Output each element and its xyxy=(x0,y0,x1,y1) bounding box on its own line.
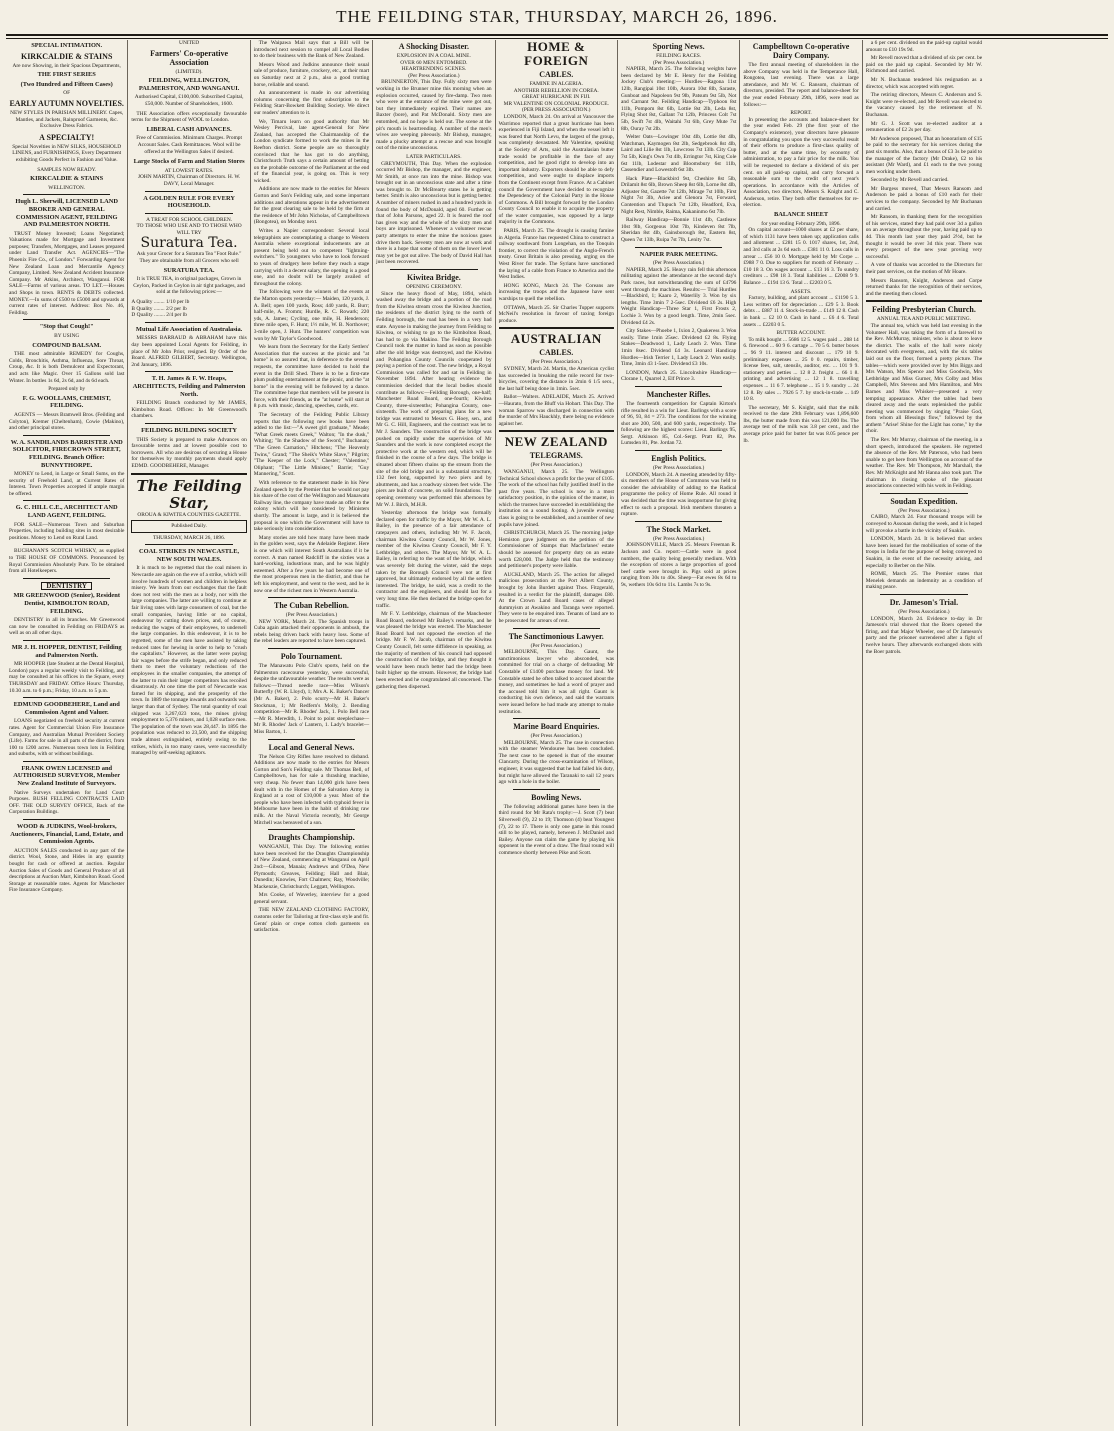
mutual-life: Mutual Life Association of Australasia. xyxy=(135,325,243,333)
divider xyxy=(513,789,600,790)
english-pa: (Per Press Association.) xyxy=(652,465,705,472)
sanct-text: MELBOURNE, This Day. Gaunt, the sanctimonious lawyer who absconded, was committed for trial on a charge of defrauding Mr Constable of £1400 purchase money for land. Mr Constable stated he often talked to accused about the money, and sometimes he had a word of prayer and the accused told him it was all right. Gaunt is conducting his own defence, and said the warrants were issued before he had made any attempt to make restitution. xyxy=(498,649,614,715)
cuban-text: NEW YORK, March 24. The Spanish troops in Cuba again attacked their opponents in ambush, the rebels being driven back with heavy loss. Some of the rebel leaders are reported to have been captured. xyxy=(253,618,370,645)
news-item: THE NEW ZEALAND CLOTHING FACTORY, customs order for Tailoring at first-class style and fit. Gents' plain or crepe cotton cloth garments on satisfaction. xyxy=(253,907,370,934)
divider xyxy=(23,544,110,545)
sport-pa: (Per Press Association.) xyxy=(652,59,705,66)
kirkcaldie-title: KIRKCALDIE & STAINS xyxy=(20,51,113,61)
divider xyxy=(268,829,355,830)
cables-text: LONDON, March 24. On arrival at Vancouver the Warrimoo reported that a great hurricane has been experienced in Fiji Island, and when the vessel left it was feared that North Levu, the largest of the group, was completely devastated. Mr Valentine, speaking at the Society of Arts, said the Australasian butter trade would be profitable in the face of any competition, and he good right to develop into an important industry. Exporters should be able to defy competition, and were ought to displace imports from the Continent except from France. At a Cabinet council the Government have decided to recognize the Dependency of the Colonial Party in the House of Commons. A Bill brought forward by the London County Council to enable it to acquire the property of the water companies, was opposed by a large majority in the Commons. xyxy=(498,113,614,226)
polo-head: Polo Tournament. xyxy=(280,652,343,662)
sport-sub: FEILDING RACES. xyxy=(656,53,702,59)
sandilands: W. A. SANDILANDS BARRISTER AND SOLICITOR, FIRECROWN STREET, FEILDING. Branch Office: BUNNYTHORPE. xyxy=(10,438,123,469)
divider xyxy=(23,819,110,820)
first-series: THE FIRST SERIES xyxy=(37,71,96,79)
limited-label: (LIMITED). xyxy=(175,68,203,75)
suratura-tea: SURATURA TEA. xyxy=(163,266,215,274)
nz-text: WANGANUI, March 25. The Wellington Technical School shows a profit for the year of £105. The work of the school has fully justified itself in the past five years. The school is now in a most satisfactory position, in the opinion of the master, in which the trustees have succeeded in establishing the institution on a sound footing. A juvenile evening class is going to be established, and a number of new pupils have joined. xyxy=(498,468,614,528)
stock-head: The Stock Market. xyxy=(646,524,711,534)
divider xyxy=(145,423,232,424)
farmers-capital: Authorised Capital, £100,000. Subscribed Capital, £50,000. Number of Shareholders, 1600. xyxy=(134,94,244,107)
suratura-ask: Ask your Grocer for a Suratura Tea "Foot Rule." xyxy=(136,251,242,258)
corea-sub: ANOTHER REBELLION IN COREA. xyxy=(513,87,599,94)
famine-sub: FAMINE IN ALGERIA. xyxy=(529,81,583,87)
cables-label: CABLES. xyxy=(539,70,574,79)
james-heaps: T. H. James & F. W. Heaps, ARCHITECTS, Feilding and Palmerston North. xyxy=(132,375,246,398)
soudan-head: Soudan Expedition. xyxy=(890,496,958,506)
divider xyxy=(513,628,600,629)
kirkcaldie-sign: KIRKCALDIE & STAINS xyxy=(30,175,104,183)
local-head: Local and General News. xyxy=(268,742,355,752)
divider xyxy=(268,739,355,740)
soudan-text: LONDON, March 24. It is believed that orders have been issued for the mobilisation of some of the troops in India for the purpose of being conveyed to Suakim, in the event of the necessity arising, and especially to Berber on the Nile. xyxy=(865,536,983,569)
cuban-head: The Cuban Rebellion. xyxy=(274,601,349,611)
divider xyxy=(23,640,110,641)
sport-text: Hack Plate—Blackbird 9st, Cheshire 8st 5lb, Drilamit 8st 6lb, Brown Sheep 8st 6lb, Lorne 8st 4lb, Adjuster 8st, Gazette 7st 12lb, Mirage 7st 10lb, First Night 7st 3lb, Aciee and Glenora 7st, Forward, Contention and Tlupuch 7st 12lb, Headford, Eva, Night Rest, Nimble, Raima, Kakaninmo 6st 7lb. xyxy=(620,175,737,215)
news-item: Mrs Cooke, of Waverley, interview for a good general servant. xyxy=(253,892,370,905)
goodbehere-text: LOANS negotiated on freehold security at current rates. Agent for Commercial Union Fire Insurance Company, and Australian Mutual Provident Society (Life). Farms for sale in all parts of the district, from 100 to 1200 acres. Numerous town lots in Feilding and suburbs, with or without buildings. xyxy=(9,718,125,758)
napier-pa: (Per Press Association.) xyxy=(652,260,705,267)
meeting-item: Messrs Ransom, Knight, Anderson and Corpe returned thanks for the recognition of their services, and the meeting then closed. xyxy=(865,277,983,297)
divider xyxy=(145,213,232,214)
meeting-item: The retiring directors, Messrs C. Anderson and S. Knight were re-elected, and Mr Revell was elected to the vacancy caused by the retirement of N. Buchanan. xyxy=(865,92,983,118)
butter-rows: To milk bought ... 5686 12 5. wages paid ... 288 14 6. firewood ... 60 9 6. cartage ... 70 5 6. butter boxes ... 96 9 11. interest and discount ... 179 10 9. preliminary expenses ... 25 0 0. repairs, timber, license fees, salt, utensils, auditor, etc. ... 101 9 9. stationery and petties ... 12 8 2. freight ... 66 1 8. printing and advertising ... 12 1 8. travelling expenses ... 11 6 7. telephone ... 15 1 9. sundry ... 24 12 8. By sales ... 7926 5 7. by stock-in-trade ... 149 10 8. xyxy=(743,336,859,403)
lowest-rates: AT LOWEST RATES. xyxy=(164,167,214,174)
meeting-item: Mr G. J. Scott was re-elected auditor at a remuneration of £2 2s per day. xyxy=(865,120,983,134)
marine-head: Marine Board Enquiries. xyxy=(513,722,600,732)
sport-head: Sporting News. xyxy=(652,42,705,51)
soudan-text: ROME, March 25. The Premier states that Menelek demands an indemnity as a condition of making peace. xyxy=(865,571,983,591)
assets-rows: Factory, building, and plant account ... £1190 5 3. Less written off for depreciation ... £29 5 3. Book debts ... £887 11 4. Stock-in-trade ... £149 12 8. Cash in bank ... £2 10 0. Cash in hand ... £6 4 6. Total assets ... £2203 0 5. xyxy=(743,295,859,328)
ottawa-text: OTTAWA, March 25. Sir Charles Tupper supports McNeil's resolution in favour of taxing foreign produce. xyxy=(498,304,614,324)
news-item: We learn from the Secretary for the Early Settlers' Association that the success at the picnic and "at home" is so assured that, in deference to the several requests, the committee have decided to hold the event in the Drill Shed. There is to be a first-rate plum pudding entertainment at the picnic, and the "at home" in the evening will be followed by a dance. The committee hope that members will be present in force, with their friends, as the "at home" will start at 8 p.m. with music, dancing, speeches, cards, etc. xyxy=(253,344,370,410)
dentistry-badge: DENTISTRY xyxy=(41,582,92,591)
assets-head: ASSETS. xyxy=(790,288,812,295)
divider xyxy=(23,319,110,320)
jameson-head: Dr. Jameson's Trial. xyxy=(889,597,959,607)
aus-text: Ballot—Walters. ADELAIDE, March 25. Arrived—Haurato, from the Bluff via Hobart. This Day. The woman Sparrow was discharged in connection with the murder of Mrs Hauckhly, there being no evidence against her. xyxy=(498,394,614,427)
large-stocks: Large Stocks of Farm and Station Stores xyxy=(133,158,245,166)
building-society: FEILDING BUILDING SOCIETY xyxy=(141,426,238,434)
divider xyxy=(268,597,355,598)
nz-telegrams: TELEGRAMS. xyxy=(529,451,583,461)
bowling-text: The following additional games have been in the third round for Mr Rata's trophy:—J. Scott (7) beat Silverwell (9), 22 to 19; Thomson (4) beat Youngest (7), 22 to 17. There is only one game in this round still to be played, namely, between J. McDaniel and Bailey. Anyone can claim the game by playing his opponent in the event of a draw. The final round will commence shortly between Pike and Scott. xyxy=(498,803,614,856)
building-text: THIS Society is prepared to make Advances on favourable terms and at lowest possible cost to borrowers. All who are desirous of securing a House for themselves by monthly payments should apply EDMD. GOODBEHERE, Manager. xyxy=(131,436,247,469)
meeting-item: Mr Anderson proposed, That an honorarium of £15 be paid to the secretary for his services during the past six months. Also, that a bonus of £3 3s be paid to the manager of the factory (Mr Drake), £2 to his assistant (Mr Ward), and £1 each to the two young men working under them. xyxy=(865,135,983,175)
treat-label: A TREAT FOR SCHOOL CHILDREN. xyxy=(146,216,233,223)
column-2 xyxy=(128,40,250,1426)
divider xyxy=(145,544,232,545)
masthead-rule xyxy=(6,34,1108,39)
divider xyxy=(635,247,722,248)
cough-prep: Prepared only by xyxy=(48,386,86,393)
stock-text: JOHNSONVILLE, March 25. Messrs Freeman R. Jackson and Co. report:—Cattle were in good numbers, the quality being generally medium. With the exception of stores a large proportion of good beef cattle were brought in. Pigs sold at prices ranging from 30s to 40s. Sheep—Fat ewes 8s 6d to 9s, wethers 10s 6d to 11s. Lambs 7s to 9s. xyxy=(620,542,737,588)
news-item: The following were the winners of the events at the Marton sports yesterday:— Maiden, 120 yards, J. A. Bell; open 100 yards, Ross; 440 yards, R. Burr; half-mile, A. Fromm; Hurdle, R. C. Rowark; 220 yds, A. James; Cycling, one mile, H. Henderson; three mile open, F. Hunt; 1½ mile, W. B. Northover; 3-mile open, J. Hunt. The hunters' competition was won by Mr Taylor's Goodwood. xyxy=(253,289,370,342)
those-label: TO THOSE WHO USE AND TO THOSE WHO WILL TRY xyxy=(136,223,242,236)
sport-text: Railway Handicap—Bonnie 11st 4lb, Castleaw 10st 9lb, Gorgeous 10st 7lb, Kindeven 8st 7lb, Sheridan 8st 4lb, Gainsborough 8st, Eastern 8st, Queen 7st 13lb, Ruipa 7st 7lb, Lenity 7st. xyxy=(620,217,737,244)
whisky-text: BUCHANAN'S SCOTCH WHISKY, as supplied to THE HOUSE OF COMMONS. Pronounced by Royal Commission Absolutely Pure. To be obtained from all Hotelkeepers. xyxy=(9,548,125,575)
farmers-title: Farmers' Co-operative Association xyxy=(150,48,229,67)
kiwitea-text: Since the heavy flood of May, 1894, which washed away the bridge and a portion of the road from the Kiwitea stream cross the Kiwitea Junction, the residents of the district lying to the north of Feilding borough, the road has been in a very bad state. Anyone in making the journey from Feilding to Kiwitea, or wishing to go to the Kimbolton Road, has had to go via Makino. The Feilding Borough Council took the matter in hand as soon as possible after the old bridge was destroyed, and the Kiwitea and Pohangina County Councils cooperated by paying a portion of the cost. The new bridge, a Royal Commission was called for and sat in Feilding in November 1894. After hearing evidence the commission decided that the local bodies should contribute as follows:—Feilding Borough, one-half; Manchester Road Board, one-fourth; Kiwitea County, three-sixteenths; Pohangina County, one-sixteenth. The work of preparing plans for a new bridge was entrusted to Messrs G. Hoey, sen., and Mr G. C. Hill, Engineers, and the contract was let to Mr J. Saunders. The construction of the bridge was pushed on rapidly under the supervision of Mr Saunders and the work is now completed except the protective work at the western end, which will be finished in the course of a few days. The bridge is situated about fifteen chains up the stream from the site of the old bridge and is a substantial structure, 132 feet long, supported by two piers and by abutments, and has a roadway sixteen feet wide. The piers are built of concrete, on solid foundations. The opening ceremony was performed this afternoon by Mr W. J. Birch, M.H.R. xyxy=(376,290,492,508)
farmers-places: FEILDING, WELLINGTON, PALMERSTON, AND WANGANUI. xyxy=(138,77,240,92)
column-6 xyxy=(618,40,740,1426)
kiwitea-head: Kiwitea Bridge. xyxy=(406,273,461,282)
divider xyxy=(499,430,614,432)
specialty-text: Special Novelties in NEW SILKS, HOUSEHOLD LINENS, and FURNISHINGS, Every Department exhibiting Goods Perfect in Fashion and Value. xyxy=(12,143,122,163)
cough-by: BY USING xyxy=(54,333,80,339)
nz-head: NEW ZEALAND xyxy=(504,434,608,450)
column-5 xyxy=(496,40,618,1426)
butter-head: BUTTER ACCOUNT. xyxy=(776,330,826,337)
stock-pa: (Per Press Association.) xyxy=(652,535,705,542)
mutual-text: MESSRS BARRAUD & ABRAHAM have this day been appointed Local Agents for Feilding, in place of Mr John Prior, resigned. By Order of the Board. ALFRED GILBERT, Secretary. Wellington, 2nd January, 1896. xyxy=(131,335,247,368)
divider xyxy=(145,322,232,323)
sherwill-text: TRUST Money Invested; Loans Negotiated; Valuations made for Mortgage and Investment purposes; Transfers, Mortgages, and Leases prepared under Land Transfer Act. AGENCIES—"The Phoenix Fire Co., of London." Forwarding Agent for New Zealand Loan and Mercantile Agency Company, Limited. New Zealand Accident Insurance Company. Mr Atkins, Architect, Wanganui. FOR SALE—Farms of various areas. TO LET.—Houses and Shops in town. RENTS & DEBTS collected. MONEY.—In sums of £500 to £5000 and upwards at current rates of interest. Address: Box No. 46, Feilding. xyxy=(9,230,125,316)
jameson-text: LONDON, March 24. Evidence to-day in Dr Jameson's trial showed that the Boers opened the firing, and that Major Wheeler, one of Dr Jameson's party and the prisoner surrendered after a fight of twelve hours. They afterwards exchanged shots with the Boer patrols. xyxy=(865,615,983,655)
local-text: The Nelson City Rifles have resolved to disband. Additions are now made to the entries for Messrs Gorton and Son's Feilding sale. Mr Thomas Bell, of Campbelltown, has for sale a thrashing machine, very cheap. No fewer than 14,000 girls have been dealt with in the Homes of the Salvation Army in England at a cost of £10,000 a year. Most of the people who have been infected with typhoid fever in Melbourne have been in the habit of drinking raw milk. At the Naval Victoria recently, Mr George Mitchell was bereaved of a son. xyxy=(253,753,370,826)
meeting-item: Mr Burgess moved, That Messrs Ransom and Anderson be paid a bonus of £10 each for their services to the company. Seconded by Mr Buchanan and carried. xyxy=(865,185,983,212)
divider xyxy=(23,578,110,579)
hopper: MR J. H. HOPPER, DENTIST, Feilding and Palmerston North. xyxy=(11,643,122,659)
nz-text: AUCKLAND, March 25. The action for alleged malicious prosecution at the Port Albert County, brought by John Burdett against Thos. Fitzgerald, resulted in a verdict for the plaintiff, damages £80. At the Crown Land Board cases of alleged dummyism at Awakino and Taranga were reported. They were to be enquired into. Tenants of land are to be prosecuted for arrears of rent. xyxy=(498,571,614,624)
kirkcaldie-intro: Are now Showing, in their Spacious Departments, xyxy=(12,62,121,69)
column-7 xyxy=(740,40,862,1426)
presbyterian-head: Feilding Presbyterian Church. xyxy=(871,305,976,315)
a-specialty: A SPECIALTY! xyxy=(39,132,95,142)
meeting-item: Mr N. Buchanan tendered his resignation as a director, which was accepted with regret. xyxy=(865,76,983,90)
liberal-advances: LIBERAL CASH ADVANCES. xyxy=(146,125,232,133)
divider xyxy=(880,493,968,494)
coal-strikes-head: COAL STRIKES IN NEWCASTLE, NEW SOUTH WALES. xyxy=(139,548,240,563)
column-1 xyxy=(6,40,128,1426)
hill: G. C. HILL C.E., ARCHITECT AND LAND AGENT, FEILDING. xyxy=(15,504,118,520)
english-text: LONDON, March 24. A meeting attended by fifty-six members of the House of Commons was held to consider the advisability of adding to the Radical programme the policy of Home Rule. All round it was decided that the time was inopportune for giving effect to such a proposal. Irish members threaten a rupture. xyxy=(620,471,737,518)
shock-head: A Shocking Disaster. xyxy=(398,42,469,51)
manchester-text: The fourteenth competition for Captain Kirton's rifle resulted in a win for Lieut. Barlings with a score of 96, 93, 84 = 273. The conditions for the winning shot are 200, 500, and 600 yards, respectively. The following are the highest scores: Lieut. Barlings 95, Sergt. Atkinson 85, Col.-Sergt. Pratt 82, Pte. Lumsden 81, Pte. Jordan 72. xyxy=(620,400,737,447)
published-daily: Published Daily. xyxy=(131,520,246,533)
divider xyxy=(131,473,246,475)
divider xyxy=(145,371,232,372)
presbyterian-sub: ANNUAL TEA AND PUBLIC MEETING. xyxy=(876,316,972,323)
kirkcaldie-city: WELLINGTON. xyxy=(48,184,86,191)
column-3 xyxy=(251,40,373,1426)
sport-text: NAPIER, March 25. The following weights have been declared by Mr E. Henry for the Feilding Jockey Club's meeting:— Hurdles—Ragona 11st 12lb, Rangipai 10st 10lb, Aurora 10st 8lb, Saraste, Gunboat and Napoleon 9st 9lb, Patsum 9st 5lb, Not and Carnant 9st. Feilding Handicap—Typhoon 8st 11lb, Pompom 8st 6lb, Lottie 8st 2lb, Leda 8st, Flying Shot 8st, Gallant 7st 12lb, Princess Colt 7st 5lb, Swift 7st 4lb, Waitahi 7st 6lb, Grey Mute 7st 8lb, Ouray 7st 2lb. xyxy=(620,66,737,132)
divider xyxy=(635,386,722,387)
farmers-signature: JOHN MARTIN, Chairman of Directors. H. W. DAVY, Local Manager. xyxy=(137,174,241,187)
secretary-text: The secretary, Mr S. Knight, said that the milk received to the date 29th February was 1,896,600 lbs, the butter made from this was 121,000 lbs. The average test of the milk was 3.8 per cent., and the average price paid for butter fat was 8.05 pence per lb. xyxy=(743,404,859,444)
news-item: We, Timaru learn on good authority that Mr Wesley Percival, late agent-General for New Zealand, has accepted the Chairmanship of the London syndicate formed to work the mines in the Reefton district. Some people are so thoroughly convinced that he has got to do anything, Christchurch Truth says a certain amount of betting on the probable outcome of the Parliament at the end of the financial year, is going on. This is very wicked. xyxy=(253,118,370,184)
wood-judkins: WOOD & JUDKINS, Wool-brokers, Auctioneers, Financial, Land, Estate, and Commission Agents. xyxy=(10,823,124,846)
of-label: OF xyxy=(63,90,71,97)
nz-text: CHRISTCHURCH, March 25. The morning judge Hemiston gave judgment on the petition of the Commissioner of Stamps that Macfarlanes' estate should be assessed for property duty on an estate worth £28,000. The Judge held that the testimony and petitioner's property were liable. xyxy=(498,530,614,570)
kirkcaldie-text: NEW STYLES IN PARISIAN MILLINERY. Capes, Mantles, and Jackets, Rainproof Garments, &c. Exclusive Dress Fabrics. xyxy=(10,109,124,130)
divider xyxy=(390,269,477,270)
manchester-head: Manchester Rifles. xyxy=(646,389,711,399)
shock-sub: EXPLOSION IN A COAL MINE. xyxy=(396,53,471,59)
divider xyxy=(23,500,110,501)
divider xyxy=(145,191,232,192)
divider xyxy=(23,194,110,195)
sandilands-text: MONEY to Lend, in Large or Small Sums, on the security of Freehold Land, at Current Rates of Interest. Town Properties accepted if ample margin be offered. xyxy=(9,471,125,497)
australian-head: AUSTRALIAN xyxy=(510,331,602,347)
news-item: Writes a Napier correspondent: Several local telegraphists are contemplating a change to Western Australia where exceptional inducements are at present being held out to competent "lightning-switchers." To youngsters who have to look forward to years of drudgery here before they reach a stage carrying with it a decent salary, the opening is a good one, and no doubt will be largely availed of throughout the colony. xyxy=(253,228,370,287)
aus-cables: CABLES. xyxy=(539,348,574,358)
english-head: English Politics. xyxy=(651,454,706,464)
soudan-text: CAIRO, March 24. Four thousand troops will be conveyed to Assouan during the week, and it is hoped will provoke a battle in the vicinity of Suakin. xyxy=(865,514,983,534)
kiwitea-sub: OPENING CEREMONY. xyxy=(405,284,462,290)
polo-text: The Manawatu Polo Club's sports, held on the Palmerston racecourse yesterday, were successful, despite the unfavourable weather. The results were as follows:—Thread needle race—Miss Wilson's Butterfly (W. R. Lloyd), 1; Mrs A. K. Baker's Dancer (Mr A. Baker), 2. Polo scurry—Mr H. Baker's Stockman, 1; Mr Redfern's Molly, 2. Bending competition—Mr R. Rhodes' Jack, 1. Polo Bell race—Mr R. Meredith, 1. Point to point steeplechase—Mr R. Rhodes' Jack o' Lantern, 1. Lady's bracelet—Miss Barton, 1. xyxy=(253,663,370,735)
column-4 xyxy=(373,40,495,1426)
news-item: An announcement is made in our advertising columns concerning the first subscription to the Feilding Starr-Bowkett Building Society. We direct our readers' attention to it. xyxy=(253,90,370,116)
marine-text: MELBOURNE, March 25. The case in connection with the steamer Wendouree has been concluded. The next case to be opened is that of the steamer Clancarty. During the cross-examination of Wilson, engineer, it was suggested that he had failed his duty, but might have allowed the Taranaki to sail 12 years ago with a hole in the boiler. xyxy=(498,739,614,786)
meeting-item: Seconded by Mr Revell and carried. xyxy=(870,177,949,184)
greenwood-text: DENTISTRY in all its branches. Mr Greenwood can now be consulted in Feilding on FRIDAYS as well as on all other days. xyxy=(9,617,125,637)
soudan-pa: (Per Press Association.) xyxy=(898,507,950,514)
campbelltown-head: Campbelltown Co-operative Dairy Company. xyxy=(752,42,850,60)
fiji-sub: GREAT HURRICANE IN FIJI. xyxy=(522,94,591,101)
sanct-pa: (Per Press Association.) xyxy=(530,642,582,649)
woollams: F. G. WOOLLAMS, CHEMIST, FEILDING. xyxy=(22,394,111,410)
presbyterian-text: The Rev. Mr Murray, chairman of the meeting, in a short speech, introduced the speakers. He regretted the absence of the Rev. Mr Paterson, who had been unable to get here from Wellington on account of the weather. The Rev. Mr Thompson, Mr Marshall, the Rev. Mr McKnight and Mr Hanna also took part. The chairman in closing spoke of the pleasant associations connected with his work in Feilding. xyxy=(865,437,983,490)
goodbehere: EDMUND GOODBEHERE, Land and Commission Agent and Valuer. xyxy=(13,701,120,716)
star-date: THURSDAY, MARCH 26, 1896. xyxy=(152,534,226,541)
sherwill-title: Hugh L. Sherwill, LICENSED LAND BROKER AND GENERAL COMMISSION AGENT, FEILDING AND PALMERSTON NORTH. xyxy=(15,198,119,229)
compound-balsam: COMPOUND BALSAM. xyxy=(32,341,102,349)
shock-pa: (Per Press Association.) xyxy=(408,72,460,79)
divider xyxy=(23,435,110,436)
owen: FRANK OWEN LICENSED and AUTHORISED SURVEYOR, Member New Zealand Institute of Surveyors. xyxy=(13,764,121,788)
united-label: UNITED xyxy=(179,40,200,46)
news-item: With reference to the statement made in his New Zealand speech by the Premier that he would not pay his share of the cost of the Wellington and Manawatu Railway line, the company have made an offer to the colony which will be considered by Ministers shortly. The amount is large, and it is believed the proposal is one which the Government will have to take seriously into consideration. xyxy=(253,480,370,533)
divider xyxy=(23,697,110,698)
woollams-text: AGENTS — Messrs Bramwell Bros. (Feilding and Colyton), Kremer (Cheltenham), Cowie (Makino), and other principal stores. xyxy=(9,411,125,432)
sport-text: Welter Oats—Lowinger 10st 4lb, Lottie 8st 4lb, Watchman, Kaymogen 8st 2lb, Sedgebrook 8st 4lb, Laird and Lilie 8st 1lb, Lowcross 7st 13lb. City Cup 7st 5lb, King's Own 7st 4lb, Erringtor 7st, King Cole 6st 11lb, Lodestar and Bloomsbury 6st 11lb, Cassendier and Lowestoft 6st 3lb. xyxy=(620,134,737,174)
divider xyxy=(513,718,600,719)
jameson-pa: (Per Press Association.) xyxy=(898,608,950,615)
true-tea: It is TRUE TEA, in original packages, Grown in Ceylon, Packed in Ceylon in air tight packages, and sold at the following prices:— xyxy=(133,276,245,296)
suratura-obtainable: They are obtainable from all Grocers who sell xyxy=(139,258,239,265)
divider xyxy=(635,521,722,522)
sanct-head: The Sanctimonious Lawyer. xyxy=(508,631,604,641)
masthead: THE FEILDING STAR, THURSDAY, MARCH 26, 1896. xyxy=(336,7,778,26)
divider xyxy=(866,300,982,302)
balance-head: BALANCE SHEET xyxy=(773,211,829,219)
marine-pa: (Per Press Association.) xyxy=(530,733,582,740)
samples-ready: SAMPLES NOW READY. xyxy=(37,166,97,173)
feilding-star-title: The Feilding Star, xyxy=(136,476,242,512)
cough-text: THE most admirable REMEDY for Coughs, Colds, Bronchitis, Asthma, Influenza, Sore Throat, Croup, &c. It is both Demulcent and Expectorant, and acts like Magic. Over 15 Gallons sold last Winter. In bottles 1s 6d, 2s 6d, and 4s 6d each. xyxy=(9,351,125,384)
nz-pa: (Per Press Association.) xyxy=(530,462,582,469)
news-item: Additions are now made to the entries for Messrs Gorton and Son's Feilding sale, and some important additions and alterations appear in the advertisement for the great clearing sale to be held by the firm at the residence of Mr John Nicholas, of Campbelltown (Bongotea), on Monday next. xyxy=(253,186,370,226)
meeting-item: Mr Ransom, in thanking them for the recognition of his services, stated they had paid over 3d a gallon on an average throughout the year, having paid up to 4d. This month last year they paid 2½d, but he thought it would be over 3d this year. There was every prospect of the new year proving very successful. xyxy=(865,214,983,260)
heaps-text: FEILDING Branch conducted by Mr JAMES, Kimbolton Road. Offices: In Mr Greenwood's chambers. xyxy=(131,400,247,420)
aus-pa: (Per Press Association.) xyxy=(530,359,582,366)
coal-strikes-text: It is much to be regretted that the coal miners in Newcastle are again on the eve of a strike, which will involve hundreds of women and children in helpless misery. We learn from our exchanges that the fault does not rest with the men as a body, nor with the large companies. The latter are willing to continue at fair living rates with large consumers of coal, but the small companies, having little or no capital, endeavour by cutting down prices, and, of course, reducing the wages of their employees, to undersell the large companies. In this endeavour, it is to be regretted, some of the men have assisted by taking reduced rates for hewing in order to help to "crush the capitalists." However, as the latter were paying fair wages before the strife began, and only reduced them to meet the voluntary reductions of the employees in the smaller companies, the attempt of the latter to ruin their larger competitors has recoiled disastrously. At one time the port of Newcastle was famed for its shipping, and the prosperity of the town. In 1889 the tonnage inwards and outwards was larger than that of Sydney. The total quantity of coal shipped was 3,267,023 tons, the mines giving employment to 5,376 miners, and 1,028 surface men. The population of the town was 28,447. In 1895 the population was reduced to 23,500, and the shipping trade almost extinguished, entirely owing to the strikes, which, in too many cases, were successfully managed by self-seeking agitators. xyxy=(131,565,247,757)
news-item: The Waipawa Mail says that a Bill will be introduced next session to compel all Local Bodies to do their business with the Bank of New Zealand. xyxy=(253,40,370,60)
hongkong-text: HONG KONG, March 24. The Coreans are increasing the troops and the Japanese have sent warships to quell the rebellion. xyxy=(498,282,614,302)
bowling-head: Bowling News. xyxy=(531,792,582,802)
valentine-sub: MR VALENTINE ON COLONIAL PRODUCE. xyxy=(503,100,609,107)
napier-text: NAPIER, March 25. Heavy rain fell this afternoon militating against the attendance at the second day's Park races, but notwithstanding the sum of £4796 went through the machines. Results:— Trial Hurdles—Blackbird, 1; Kaaro 2, Waterlily 3. Won by six lengths. Time 3min 7 2-5sec. Dividend £6 2s. High Weight Handicap—Three Star 1, First Frosts 2, Lochie 3. Won by a good length. Time, 2min 5sec. Dividend £4 2s. xyxy=(620,266,737,326)
columns xyxy=(6,40,1108,1426)
shock-sub2: OVER 60 MEN ENTOMBED. xyxy=(400,59,468,66)
report-text: In presenting the accounts and balance-sheet for the year ended Feb. 29 (the first year of the Company's existence), your directors have pleasure in congratulating you upon the very successful result of their efforts to produce a first-class quality of butter, and at the same time, by economy of administration, to pay a fair price for the milk. You will be requested to declare a dividend of six per cent. on all paid-up capital, and carry forward a reasonable sum to the credit of next year's operations. In accordance with the Articles of Association, two directors, Messrs S. Knight and C. Anderson, retire. They both offer themselves for re-election. xyxy=(743,116,859,209)
meeting-item: a 6 per cent. dividend on the paid-up capital would amount to £10 19s 9d. xyxy=(865,40,983,53)
paris-text: PARIS, March 25. The drought is causing famine in Algeria. France has requested China to construct a railway southward from Longehan, on the Tonquin frontier, to correct the violation of the Anglo-French treaty. Great Britain is also pressing, urging on the West River for trade. The Syrians have sanctioned the laying of a cable from France to America and the West Indies. xyxy=(498,228,614,281)
divider xyxy=(635,450,722,451)
draughts-text: WANGANUI, This Day. The following entries have been received for the Draughts Championship of New Zealand, commencing at Wanganui on April 2nd:—Gibson, Manaia; Andrews and O'Dea, New Plymouth; Greaves, Feilding; Hall and Blair, Dunedin; Knowles, Fort Chalmers; Ray, Woodville; Mackenzie, Christchurch; Leggatt, Wellington. xyxy=(253,844,370,890)
aus-text: SYDNEY, March 24. Martin, the American cyclist has succeeded in breaking the mile record for two-bicycles, covering the distance in 2min 6 1/5 secs., the last half being done in 1min. 5sec. xyxy=(498,365,614,392)
divider xyxy=(268,648,355,649)
greenwood: MR GREENWOOD (Senior), Resident Dentist, KIMBOLTON ROAD, FEILDING. xyxy=(13,592,120,615)
quality-b: B Quality ........ 2/2 per lb xyxy=(131,305,187,312)
kiwitea-text: Yesterday afternoon the bridge was formally declared open for traffic by the Mayor, Mr W. A. L. Bailey, in the presence of a fair attendance of ratepayers and others, including Mr W. F. Jacob, chairman Kiwitea County Council, Mr W. Jones, member of the Kiwitea County Council, Mr F. Y. Lethbridge, and others. The Mayor, Mr W. A. L. Bailey, in referring to the want of the bridge, which was severely felt during the winter, said the steps taken by the Borough Council were not at first approved, but ultimately endorsed by all the settlers interested. The bridge, he said, was a credit to the contractor and the engineers, and should last for a very long time. He then declared the bridge open for traffic. xyxy=(376,510,492,609)
balance-sub: for year ending February 29th, 1896. xyxy=(761,220,841,227)
owen-text: Native Surveys undertaken for Land Court Purposes. BUSH FELLING CONTRACTS LAID OFF. THE OLD SURVEY OFFICE, Back of the Corporation Buildings. xyxy=(9,789,125,816)
early-autumn: EARLY AUTUMN NOVELTIES. xyxy=(9,98,124,108)
golden-rule: A GOLDEN RULE FOR EVERY HOUSEHOLD. xyxy=(143,194,235,210)
suratura-title: Suratura Tea. xyxy=(140,235,238,252)
kiwitea-text: Mr F. Y. Lethbridge, chairman of the Manchester Road Board, endorsed Mr Bailey's remarks, and he was pleased the bridge was erected. The Manchester Road Board had not opposed the erection of the bridge. Mr F. W. Jacob, chairman of the Kiwitea County Council, felt some diffidence in speaking, as the majority of members of his council had opposed the construction of the bridge, and they thought it would have been much better had the bridge been built higher up the stream. However, the bridge had been erected and he congratulated all concerned. The gathering then dispersed. xyxy=(376,611,492,690)
news-item: Many stories are told how many have been made in the golden west, says the Adelaide Register. Here is one which will interest South Australians if it be correct. A man named Radcliff in the sixties was a hard-working, industrious man, and he was highly esteemed. After a few years he had become one of the most prosperous men in the district, and thus he left his employment, and went to the west, and he is now one of the richest men in Western Australia. xyxy=(253,534,370,594)
shock-text: BRUNNERTON, This Day. Fully sixty men were working in the Brunner mine this morning when an explosion occurred, caused by fire-damp. Two men who were at the entrance of the mine were got out, but they immediately expired. Their names are Baxter (bore), and Pat McDonald. Sixty men are entombed, and no hope is held out. The scene at the pit's mouth is heartrending. A number of the men's wives are weeping piteously. Mr Bishop, manager, made a plucky attempt at a rescue and was brought out of the mine unconscious. xyxy=(376,79,492,152)
draughts-head: Draughts Championship. xyxy=(268,833,355,843)
napier-text: City Stakes—Phoebe 1, Ixion 2, Quakeress 3. Won easily. Time 1min 25sec. Dividend £2 8s. Flying Stakes—Deadwood 1, Lady Leach 2. Won. Time 1min 8sec. Dividend £4 3s. Leonard Handicap Hurdles—Irish Terrier 1, Lady Leach 2. Won easily. Time, 3min 43 1-5sec. Dividend £3 10s. xyxy=(620,328,737,368)
wood-text: AUCTION SALES conducted in any part of the district. Wool, Stone, and Hides in any quantity bought for cash or offered at auction. Regular Auction Sales of Goods and General Produce of all descriptions at Auction Mart, Kimbolton Road. Good Storage at reasonable rates. Agents for Manchester Fire Insurance Company. xyxy=(9,847,125,894)
divider xyxy=(23,761,110,762)
quality-d: D Quality ........ 2/4 per lb xyxy=(131,312,187,319)
home-foreign-head: HOME & FOREIGN xyxy=(524,40,589,68)
star-subtitle: OROUA & KIWITEA COUNTIES GAZETTE. xyxy=(137,511,241,518)
news-item: The Secretary of the Feilding Public Library reports that the following new books have been added to the list:—"A sweet girl graduate," Meade; "What Greek meets Greek," Walton; "In the dusk," Whiting; "In the Shadow of the Sword," Buchanan; "The Green Carnation," Hitchens; "The Heavenly Twins," Grand; "The Sheik's White Slave," Pilgrim; "The Keeper of the Lock," Chester; "Valentine," Oliphant; "The Little Minister," Barrie; "Guy Mannering," Scott. xyxy=(253,412,370,478)
balance-rows: On capital account—1000 shares at £2 per share, of which 1131 have been taken up; application calls and allotment ... £281 15 0. 1017 shares, 1st, 2nd, and 3rd calls at 2s 6d each ... £381 11 0. Loss calls in arrear ... £56 10 0. Mortgage held by Mr Corpe ... £988 7 0. Due to suppliers for month of February ... £10 18 3. On wages account ... £13 16 3. To sundry creditors ... £98 18 3. Total liabilities ... £2008 9 9. Balance ... £194 13 6. Total ... £2203 0 5. xyxy=(743,227,859,286)
presbyterian-text: The annual tea, which was held last evening in the Volunteer Hall, was taking the form of a farewell to the Rev. McMurray, minister, who is about to leave the district. The walls of the hall were nicely decorated with evergreens, and, with the six tables laid out on the floor, formed a pretty picture. The tables—which were provided over by Mrs Biggs and Mrs Watson, Mrs Spence and Miss Goodwin, Mrs Lethbridge and Miss Gurner, Mrs Colby and Miss Campbell, Mrs Stevens and Mrs Hamilton, and Mrs Barnes and Miss Whisker—presented a very tempting appearance. After the tables had been cleared away and the seats replenished the public meeting was commenced by singing "Praise God, from whom all Blessings flow," followed by the anthem "Arise! Shine for the Light has come," by the choir. xyxy=(865,322,983,435)
meeting-item: A vote of thanks was accorded to the Directors for their past services, on the motion of Mr Hoare. xyxy=(865,262,983,275)
two-hundred-cases: (Two Hundred and Fifteen Cases) xyxy=(20,80,113,88)
farmers-text: THE Association offers exceptionally favourable terms for the Shipment of WOOL to London. xyxy=(131,110,247,124)
shock-sub3: HEARTRENDING SCENES. xyxy=(401,66,467,73)
cuban-pa: (Per Press Association.) xyxy=(285,612,338,619)
news-item: Messrs Wood and Judkins announce their usual sale of produce, furniture, crockery, etc., at their mart on Saturday next at 2 p.m., also a good trotting horse, reliable and sound. xyxy=(253,61,370,88)
campbelltown-text: The first annual meeting of shareholders in the above Company was held in the Temperance Hall, Rongotea, last evening. There was a large attendance, and Mr W. C. Ransom, chairman of directors, presided. The report and balance-sheet for the year ended February 29th, 1896, were read as follows:— xyxy=(743,62,859,108)
meeting-item: Mr Revell moved that a dividend of six per cent. be paid on the paid up capital. Seconded by Mr W. Richmond and carried. xyxy=(865,55,983,75)
special-intimation: SPECIAL INTIMATION. xyxy=(31,42,103,49)
cables-pa: (PER PRESS ASSOCIATION.) xyxy=(522,107,591,114)
later-head: LATER PARTICULARS. xyxy=(406,153,462,160)
column-8 xyxy=(863,40,985,1426)
lincoln-text: LONDON, March 25. Lincolnshire Handicap—Clorane 1, Quarrel 2, Elf Prince 3. xyxy=(620,369,737,383)
cough-title: "Stop that Cough!" xyxy=(39,323,94,331)
napier-head: NAPIER PARK MEETING. xyxy=(639,250,718,258)
quality-a: A Quality ........ 1/10 per lb xyxy=(131,299,190,306)
later-text: GREYMOUTH, This Day. When the explosion occurred Mr Bishop, the manager, and the engineer, Mr Smith, at once ran into the mine. Bishop was brought out in an unconscious state and after a time was brought to. Dr McBrearty states he is getting better. Smith is also unconscious but is getting better. A number of miners rushed in and a hundred yards in found the body of McDonald, aged 60. Further on that of John Parsons, aged 22. It is feared the roof has given way and the whole of the sixty men and boys are imprisoned. Whenever a volunteer rescue party attempts to enter the mine the noxious gases drive them back. Seventy men are now at work and there is a hope that some of them on the lower level may yet be got out alive. The body of David Hall has just been recovered. xyxy=(376,160,492,266)
divider xyxy=(499,327,614,329)
hopper-text: MR HOOPER (late Student at the Dental Hospital, London) pays a regular weekly visit to Feilding, and may be consulted at his offices in the Square, every THURSDAY and FRIDAY. Office Hours: Thursday, 10.30 a.m. to 6 p.m.; Friday, 10 a.m. to 5 p.m. xyxy=(9,661,125,694)
divider xyxy=(880,594,968,595)
report-head: REPORT. xyxy=(790,110,812,117)
hill-text: FOR SALE—Numerous Town and Suburban Properties, including building sites in most desirable positions. Money to Lend on Rural Land. xyxy=(9,521,125,541)
commission-text: Free of Commission. Minimum Charges. Prompt Account Sales. Cash Remittances. Wool will be offered at the Wellington Sales if desired. xyxy=(136,135,242,155)
